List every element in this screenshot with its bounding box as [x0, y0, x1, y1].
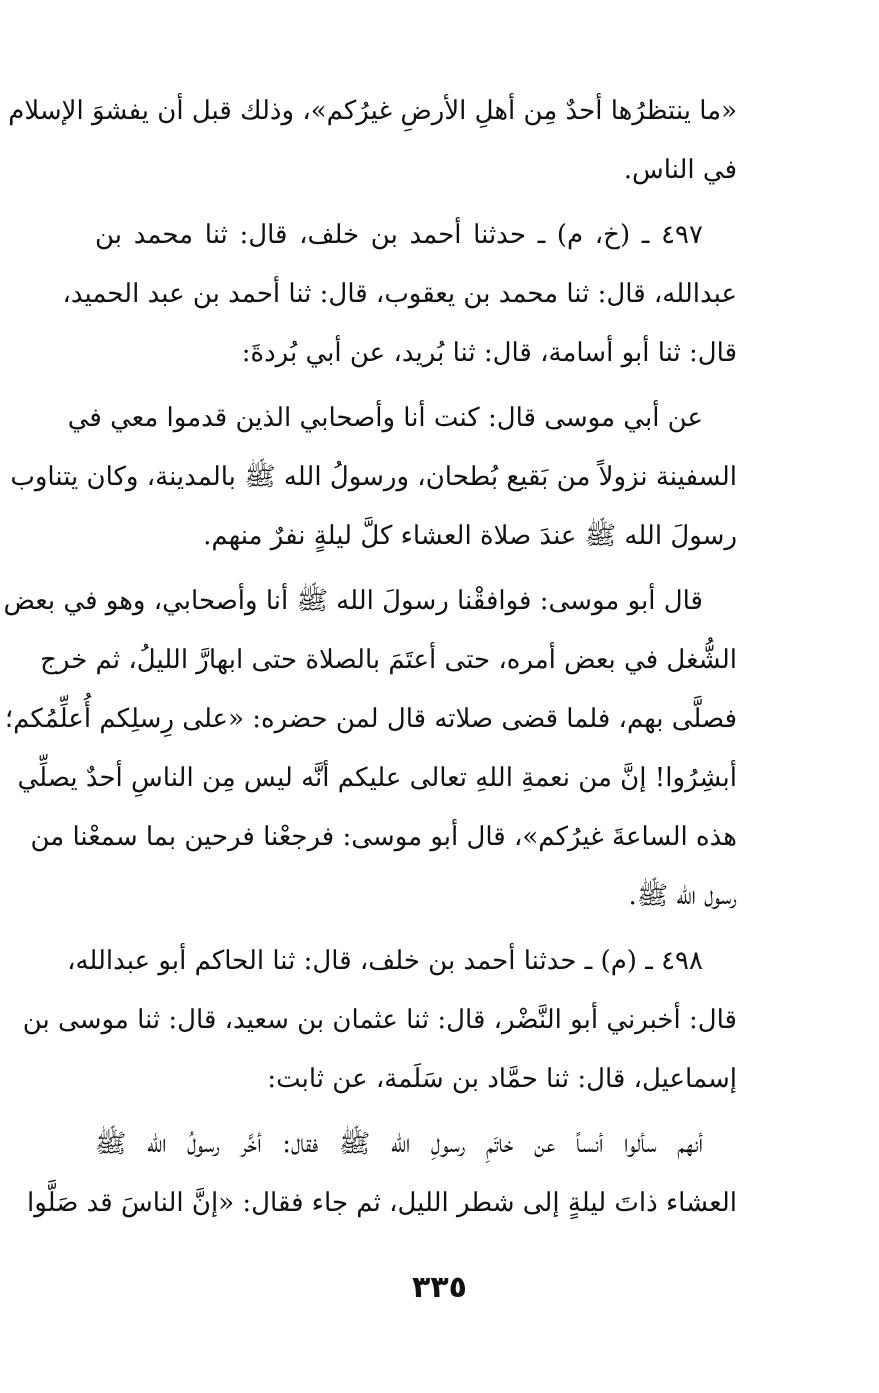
text-line: في الناس.	[623, 155, 737, 185]
page-number: ٣٣٥	[412, 1270, 467, 1305]
text-line: إسماعيل، قال: ثنا حمَّاد بن سَلَمة، عن ثابت:	[267, 1064, 737, 1094]
paragraph-continuation	[8, 82, 737, 200]
paragraph-hadith-497-isnad	[62, 206, 737, 383]
paragraph-hadith-497-matn	[10, 389, 737, 566]
text-line: عبدالله، قال: ثنا محمد بن يعقوب، قال: ثنا أحمد بن عبد الحميد،	[62, 279, 737, 309]
paragraph-abu-musa	[3, 572, 737, 926]
text-line: عن أبي موسى قال: كنت أنا وأصحابي الذين قدموا معي في	[67, 403, 703, 433]
text-line: رسولَ الله ﷺ عندَ صلاة العشاء كلَّ ليلةٍ نفرٌ منهم.	[203, 521, 737, 551]
text-line: قال: أخبرني أبو النَّضْر، قال: ثنا عثمان بن سعيد، قال: ثنا موسى بن	[22, 1005, 737, 1035]
text-line: ٤٩٧ ـ (خ، م) ـ حدثنا أحمد بن خلف، قال: ثنا محمد بن	[95, 220, 703, 250]
text-line: رسول الله ﷺ.	[628, 881, 737, 911]
text-line: قال أبو موسى: فوافقْنا رسولَ الله ﷺ أنا وأصحابي، وهو في بعض	[3, 586, 703, 616]
text-line: أنهم سألوا أنساً عن خاتَمِ رسولِ الله ﷺ فقال: أخَّر رسولُ الله ﷺ	[95, 1129, 703, 1159]
text-line: السفينة نزولاً من بَقيع بُطحان، ورسولُ الله ﷺ بالمدينة، وكان يتناوب	[10, 462, 737, 492]
page-body	[3, 82, 737, 1239]
text-line: العشاء ذاتَ ليلةٍ إلى شطر الليل، ثم جاء فقال: «إنَّ الناسَ قد صَلَّوا	[27, 1188, 737, 1218]
text-line: الشُّغل في بعض أمره، حتى أعتَمَ بالصلاة حتى ابهارَّ الليلُ، ثم خرج	[40, 645, 737, 675]
text-line: هذه الساعةَ غيرُكم»، قال أبو موسى: فرجعْنا فرحين بما سمعْنا من	[30, 822, 737, 852]
text-line: أبشِرُوا! إنَّ من نعمةِ اللهِ تعالى عليكم أنَّه ليس مِن الناسِ أحدٌ يصلِّي	[17, 763, 737, 793]
text-line: فصلَّى بهم، فلما قضى صلاته قال لمن حضره: «على رِسلِكم أُعلِّمُكم؛	[4, 704, 737, 734]
text-line: «ما ينتظرُها أحدٌ مِن أهلِ الأرضِ غيرُكم»، وذلك قبل أن يفشوَ الإسلام	[8, 96, 737, 126]
text-line: ٤٩٨ ـ (م) ـ حدثنا أحمد بن خلف، قال: ثنا الحاكم أبو عبدالله،	[67, 946, 703, 976]
text-line: قال: ثنا أبو أسامة، قال: ثنا بُريد، عن أبي بُردةَ:	[241, 338, 737, 368]
paragraph-hadith-498-matn	[27, 1115, 737, 1233]
paragraph-hadith-498-isnad	[22, 932, 737, 1109]
